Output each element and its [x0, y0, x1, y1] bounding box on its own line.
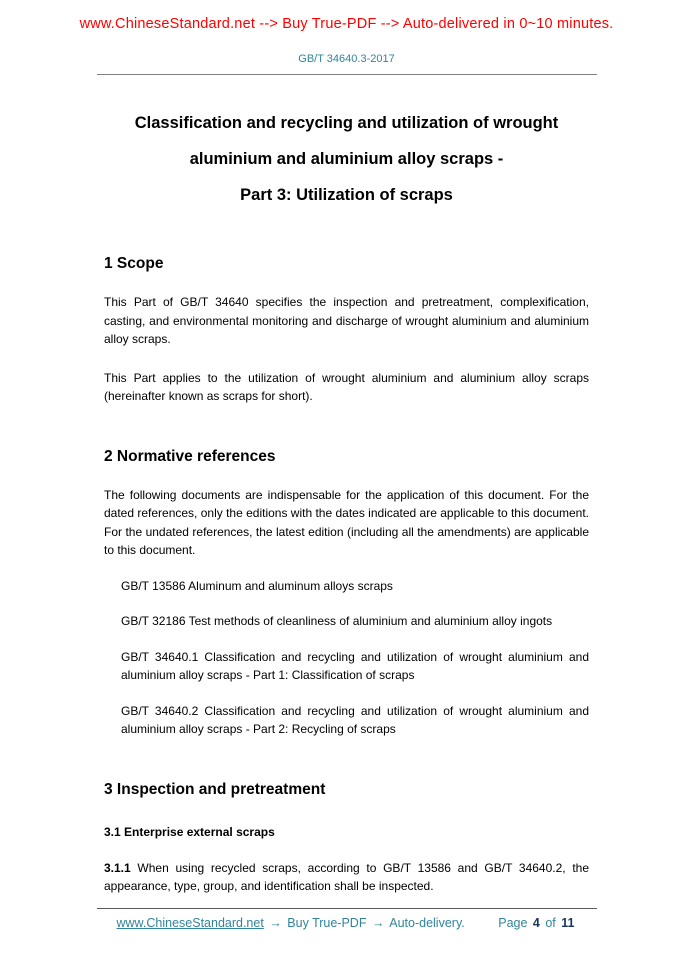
standard-number: GB/T 34640.3-2017: [298, 53, 395, 65]
normative-intro-paragraph: The following documents are indispensable for the application of this document. For the dated references, only the editions with the dates indicated are applicable to this document. For the undated references, the latest edition (including all the amendments) are applicable to this document.: [104, 487, 589, 557]
promo-banner: www.ChineseStandard.net --> Buy True-PDF --> Auto-delivered in 0~10 minutes.: [79, 16, 614, 32]
scope-paragraph-2: This Part applies to the utilization of wrought aluminium and aluminium alloy scraps (hereinafter known as scraps for short).: [104, 370, 589, 403]
subsection-heading-enterprise-external-scraps: 3.1 Enterprise external scraps: [104, 824, 275, 839]
reference-item: GB/T 34640.1 Classification and recycling and utilization of wrought aluminium and aluminium alloy scraps - Part 1: Classification of scraps: [121, 649, 589, 682]
page-indicator: [498, 916, 576, 930]
of-label: of: [545, 916, 556, 930]
clause-text: When using recycled scraps, according to GB/T 13586 and GB/T 34640.2, the appearance, type, group, and identification shall be inspected.: [104, 860, 589, 893]
footer-text-row: [97, 916, 597, 930]
arrow-right-icon: →: [371, 916, 385, 930]
document-title-line-3: Part 3: Utilization of scraps: [240, 186, 453, 204]
footer-buy-text: Buy True-PDF: [287, 916, 367, 930]
document-title-line-1: Classification and recycling and utilization of wrought: [134, 114, 559, 132]
page-number: 4: [532, 916, 540, 930]
section-heading-inspection: 3 Inspection and pretreatment: [104, 780, 326, 798]
document-body: [104, 255, 589, 896]
header-divider: [97, 74, 597, 75]
page-label: Page: [498, 916, 528, 930]
footer-divider: [97, 908, 597, 909]
footer-promo: [117, 916, 465, 930]
reference-item: GB/T 32186 Test methods of cleanliness of aluminium and aluminium alloy ingots: [121, 614, 553, 628]
footer-website-link[interactable]: www.ChineseStandard.net: [116, 916, 264, 930]
reference-item: GB/T 13586 Aluminum and aluminum alloys scraps: [121, 578, 393, 593]
footer-delivery-text: Auto-delivery.: [389, 916, 465, 930]
arrow-right-icon: →: [269, 916, 282, 930]
reference-item: GB/T 34640.2 Classification and recycling and utilization of wrought aluminium and aluminium alloy scraps - Part 2: Recycling of scraps: [121, 703, 589, 736]
document-title-line-2: aluminium and aluminium alloy scraps -: [189, 150, 504, 168]
scope-paragraph-1: This Part of GB/T 34640 specifies the inspection and pretreatment, complexification, casting, and environmental monitoring and discharge of wrought aluminium and aluminium alloy scraps.: [104, 295, 589, 346]
page-total: 11: [561, 916, 575, 930]
page-footer: [0, 908, 693, 930]
clause-number: 3.1.1: [104, 860, 131, 875]
section-heading-scope: 1 Scope: [104, 255, 164, 272]
document-title: [60, 105, 633, 213]
clause-3-1-1: [104, 859, 589, 896]
section-heading-normative-references: 2 Normative references: [104, 447, 276, 465]
